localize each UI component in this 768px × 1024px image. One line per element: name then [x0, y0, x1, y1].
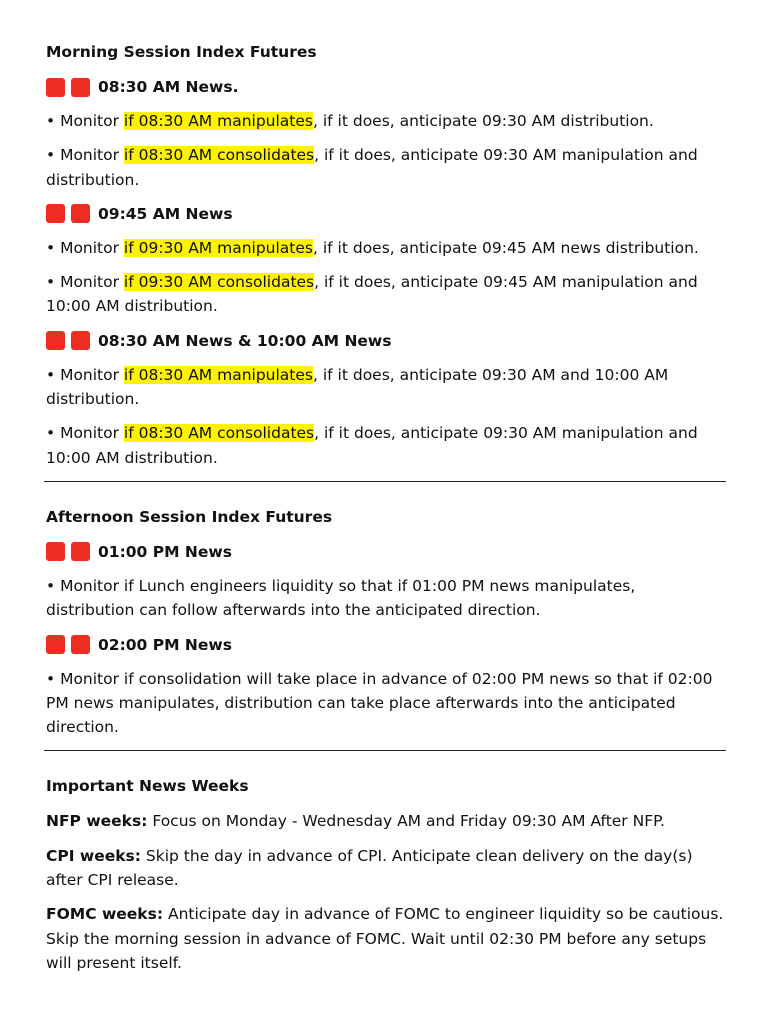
highlighted-text: if 08:30 AM consolidates — [123, 424, 315, 443]
highlighted-text: if 09:30 AM manipulates — [123, 238, 313, 257]
news-heading — [46, 202, 724, 226]
bullet-text: • Monitor — [46, 238, 124, 257]
nfp-weeks-item — [46, 809, 724, 833]
bullet-text: • Monitor — [46, 146, 124, 165]
red-square-icon — [71, 204, 90, 223]
cpi-weeks-item — [46, 844, 724, 893]
bullet-text: , if it does, anticipate 09:45 AM manipulation and 10:00 AM distribution. — [46, 273, 698, 316]
morning-section — [46, 40, 724, 470]
item-text: Anticipate day in advance of FOMC to engineer liquidity so be cautious. Skip the morning session in advance of FOMC. Wait until 02:30 PM before any setups will present itself. — [46, 905, 724, 972]
bullet-text: , if it does, anticipate 09:30 AM and 10:00 AM distribution. — [46, 365, 669, 409]
news-heading-label: 01:00 PM News — [98, 542, 232, 561]
news-heading — [46, 75, 724, 99]
red-square-icon — [71, 542, 90, 561]
bullet-text: , if it does, anticipate 09:45 AM news distribution. — [313, 238, 699, 257]
section-divider — [44, 481, 726, 482]
news-heading-label: 08:30 AM News & 10:00 AM News — [98, 331, 392, 350]
news-heading — [46, 329, 724, 353]
red-square-icon — [71, 635, 90, 654]
news-heading-label: 02:00 PM News — [98, 635, 232, 654]
red-square-icon — [46, 204, 65, 223]
item-text: Skip the day in advance of CPI. Anticipate clean delivery on the day(s) after CPI release. — [46, 846, 693, 890]
bullet-item — [46, 363, 724, 412]
bullet-item — [46, 143, 724, 192]
afternoon-title: Afternoon Session Index Futures — [46, 507, 333, 526]
highlighted-text: if 09:30 AM consolidates — [123, 273, 315, 292]
item-label: CPI weeks: — [46, 846, 141, 865]
news-heading-label: 09:45 AM News — [98, 204, 233, 223]
bullet-item: • Monitor if consolidation will take place in advance of 02:00 PM news so that if 02:00 PM news manipulates, distribution can take place afterwards into the anticipated direction. — [46, 669, 713, 737]
item-label: FOMC weeks: — [46, 905, 164, 924]
news-heading — [46, 540, 724, 564]
fomc-weeks-item — [46, 902, 724, 975]
morning-title: Morning Session Index Futures — [46, 43, 317, 61]
red-square-icon — [46, 78, 65, 97]
section-divider — [44, 750, 726, 751]
news-weeks-section — [46, 774, 724, 975]
red-square-icon — [46, 542, 65, 561]
red-square-icon — [46, 331, 65, 350]
bullet-item — [46, 109, 724, 133]
item-label: NFP weeks: — [46, 812, 148, 831]
bullet-item — [46, 421, 724, 470]
bullet-text: • Monitor — [46, 273, 124, 292]
bullet-text: , if it does, anticipate 09:30 AM manipulation and 10:00 AM distribution. — [46, 424, 698, 467]
highlighted-text: if 08:30 AM manipulates — [123, 365, 313, 384]
news-weeks-title: Important News Weeks — [46, 777, 249, 796]
bullet-item: • Monitor if Lunch engineers liquidity so that if 01:00 PM news manipulates, distribution can follow afterwards into the anticipated direction. — [46, 576, 636, 620]
bullet-item — [46, 236, 724, 260]
bullet-text: • Monitor — [46, 424, 124, 443]
bullet-text: , if it does, anticipate 09:30 AM distribution. — [313, 112, 654, 130]
red-square-icon — [71, 331, 90, 350]
highlighted-text: if 08:30 AM consolidates — [123, 146, 315, 165]
red-square-icon — [46, 635, 65, 654]
highlighted-text: if 08:30 AM manipulates — [123, 112, 313, 130]
red-square-icon — [71, 78, 90, 97]
news-heading-label: 08:30 AM News. — [98, 78, 239, 96]
afternoon-section — [46, 505, 724, 739]
bullet-item — [46, 270, 724, 319]
bullet-text: , if it does, anticipate 09:30 AM manipulation and distribution. — [46, 146, 698, 189]
item-text: Focus on Monday - Wednesday AM and Friday 09:30 AM After NFP. — [147, 812, 665, 831]
bullet-text: • Monitor — [46, 112, 124, 130]
bullet-text: • Monitor — [46, 365, 124, 384]
news-heading — [46, 633, 724, 657]
